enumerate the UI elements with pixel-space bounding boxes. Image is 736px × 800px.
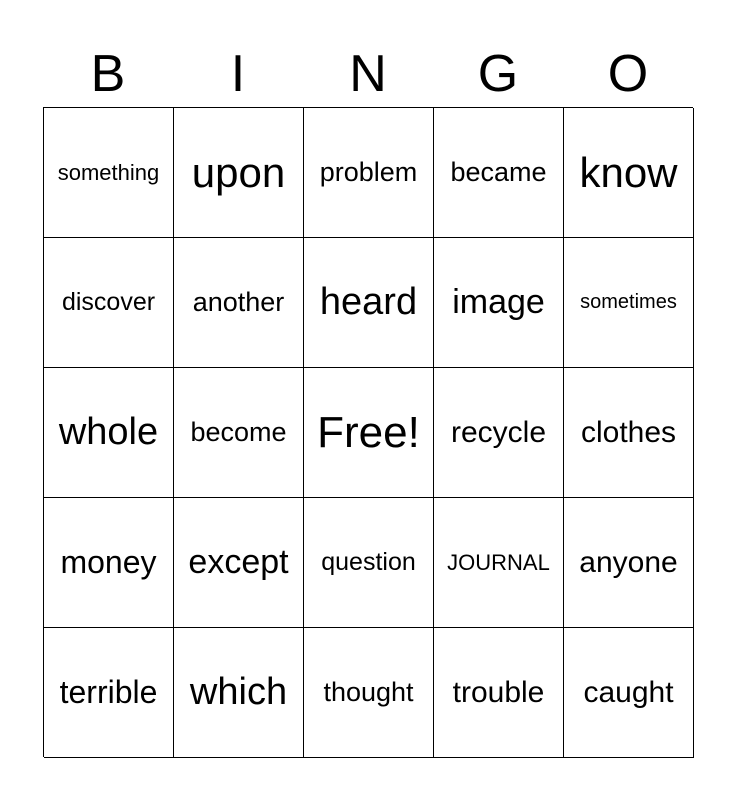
bingo-board bbox=[43, 107, 693, 757]
header-letter-n: N bbox=[349, 45, 387, 103]
bingo-cell[interactable]: sometimes bbox=[564, 238, 694, 368]
bingo-cell[interactable]: clothes bbox=[564, 368, 694, 498]
bingo-cell[interactable]: which bbox=[174, 628, 304, 758]
header-letter-g: G bbox=[477, 45, 519, 103]
bingo-cell[interactable]: recycle bbox=[434, 368, 564, 498]
bingo-cell[interactable]: caught bbox=[564, 628, 694, 758]
bingo-cell[interactable]: image bbox=[434, 238, 564, 368]
bingo-header bbox=[43, 40, 693, 108]
header-letter-b: B bbox=[90, 45, 126, 103]
bingo-cell[interactable]: problem bbox=[304, 108, 434, 238]
bingo-cell[interactable]: heard bbox=[304, 238, 434, 368]
bingo-cell[interactable]: upon bbox=[174, 108, 304, 238]
bingo-cell[interactable]: something bbox=[44, 108, 174, 238]
bingo-cell[interactable]: know bbox=[564, 108, 694, 238]
header-letter-o: O bbox=[607, 45, 649, 103]
bingo-cell[interactable]: JOURNAL bbox=[434, 498, 564, 628]
bingo-cell[interactable]: question bbox=[304, 498, 434, 628]
bingo-cell[interactable]: terrible bbox=[44, 628, 174, 758]
free-space-cell[interactable]: Free! bbox=[304, 368, 434, 498]
bingo-cell[interactable]: another bbox=[174, 238, 304, 368]
bingo-cell[interactable]: discover bbox=[44, 238, 174, 368]
bingo-cell[interactable]: become bbox=[174, 368, 304, 498]
bingo-cell[interactable]: became bbox=[434, 108, 564, 238]
bingo-cell[interactable]: anyone bbox=[564, 498, 694, 628]
header-letter-i: I bbox=[230, 45, 246, 103]
bingo-cell[interactable]: money bbox=[44, 498, 174, 628]
bingo-cell[interactable]: thought bbox=[304, 628, 434, 758]
bingo-cell[interactable]: except bbox=[174, 498, 304, 628]
bingo-cell[interactable]: whole bbox=[44, 368, 174, 498]
bingo-cell[interactable]: trouble bbox=[434, 628, 564, 758]
